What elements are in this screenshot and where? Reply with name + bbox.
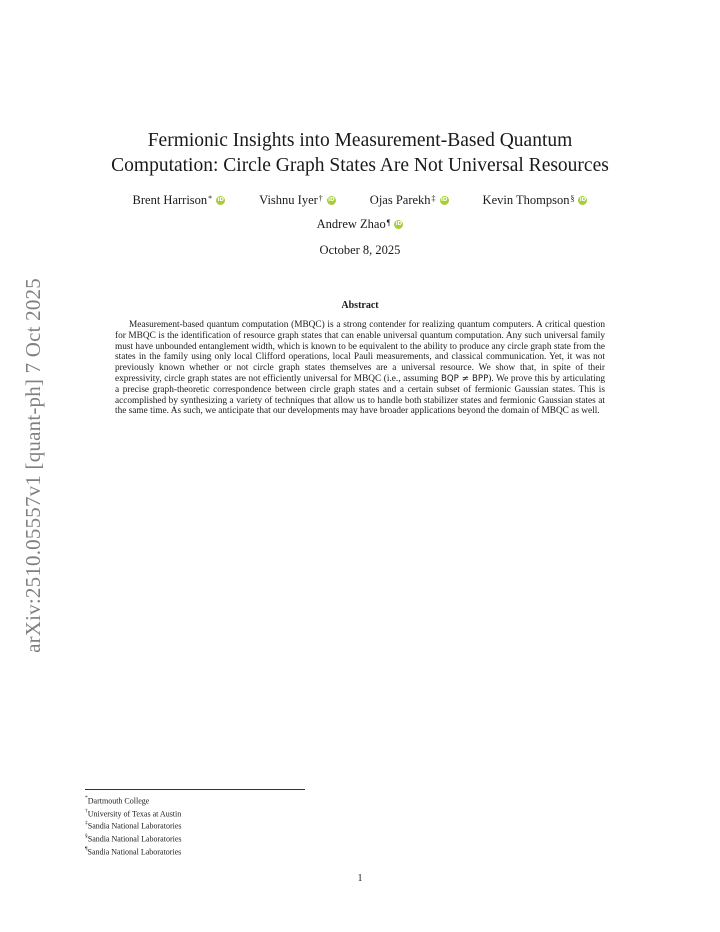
orcid-icon[interactable]: iD (327, 196, 336, 205)
author-andrew-zhao (317, 217, 404, 232)
footnote-affiliation (85, 807, 485, 820)
author-affiliation-mark: † (318, 194, 323, 203)
author-vishnu-iyer (259, 193, 336, 208)
complexity-class-inequality: BQP ≠ BPP (440, 373, 489, 384)
orcid-icon[interactable]: iD (216, 196, 225, 205)
footnote-affiliation (85, 794, 485, 807)
author-affiliation-mark: * (208, 194, 213, 203)
footnote-mark: ‡ (85, 820, 88, 827)
authors-row-1 (90, 193, 630, 208)
author-kevin-thompson (483, 193, 588, 208)
footnote-affiliation (85, 819, 485, 832)
abstract-text-part-1: Measurement-based quantum computation (MBQC) is a strong contender for realizing quantum computers. A critical question for MBQC is the identification of resource graph states that can enable universal quantum computation. Any such universal family must have unbounded entanglement width, which is known to be equivalent to the ability to produce any circle graph state from the states in the family using only local Clifford operations, local Pauli measurements, and classical communication. Yet, it was not previously known whether or not circle graph states themselves are a universal resource. We show that, in spite of their expressivity, circle graph states are not efficiently universal for MBQC (i.e., assuming (115, 320, 605, 384)
footnotes (85, 794, 485, 857)
footnote-affiliation (85, 832, 485, 845)
abstract-body (115, 320, 605, 417)
author-affiliation-mark: ‡ (431, 194, 436, 203)
footnote-text: Sandia National Laboratories (87, 834, 182, 844)
page-number: 1 (357, 873, 363, 884)
abstract-text-part-2: ). We prove this by articulating a precise graph-theoretic correspondence between circle graph states and a certain subset of fermionic Gaussian states. This is accomplished by synthesizing a variety of techniques that allow us to handle both stabilizer states and fermionic Gaussian states at the same time. As such, we anticipate that our developments may have broader applications beyond the domain of MBQC as well. (115, 373, 605, 417)
footnote-mark: † (85, 807, 88, 814)
orcid-icon[interactable]: iD (440, 196, 449, 205)
authors-row-2 (90, 217, 630, 232)
author-name: Kevin Thompson (482, 193, 570, 207)
footnote-divider (85, 789, 305, 790)
orcid-icon[interactable]: iD (394, 220, 403, 229)
footnote-text: Sandia National Laboratories (87, 847, 182, 857)
footnote-text: Dartmouth College (87, 796, 150, 806)
footnote-mark: ¶ (85, 845, 88, 852)
paper-title (70, 128, 650, 178)
title-line-2: Computation: Circle Graph States Are Not Universal Resources (111, 155, 609, 176)
arxiv-identifier-stamp (18, 255, 48, 675)
author-name: Ojas Parekh (369, 193, 431, 207)
title-line-1: Fermionic Insights into Measurement-Based Quantum (147, 130, 573, 151)
author-name: Andrew Zhao (316, 217, 386, 231)
footnote-affiliation (85, 845, 485, 858)
publication-date: October 8, 2025 (319, 243, 401, 257)
arxiv-stamp-text: arXiv:2510.05557v1 [quant-ph] 7 Oct 2025 (20, 277, 45, 653)
author-affiliation-mark: ¶ (386, 218, 391, 227)
footnote-text: Sandia National Laboratories (87, 821, 182, 831)
author-brent-harrison (133, 193, 226, 208)
footnote-mark: § (85, 832, 88, 839)
orcid-icon[interactable]: iD (578, 196, 587, 205)
author-ojas-parekh (370, 193, 449, 208)
author-affiliation-mark: § (570, 194, 575, 203)
author-name: Brent Harrison (132, 193, 208, 207)
author-name: Vishnu Iyer (259, 193, 318, 207)
abstract-heading: Abstract (341, 300, 379, 311)
footnote-mark: * (85, 795, 88, 801)
footnote-text: University of Texas at Austin (87, 809, 182, 819)
